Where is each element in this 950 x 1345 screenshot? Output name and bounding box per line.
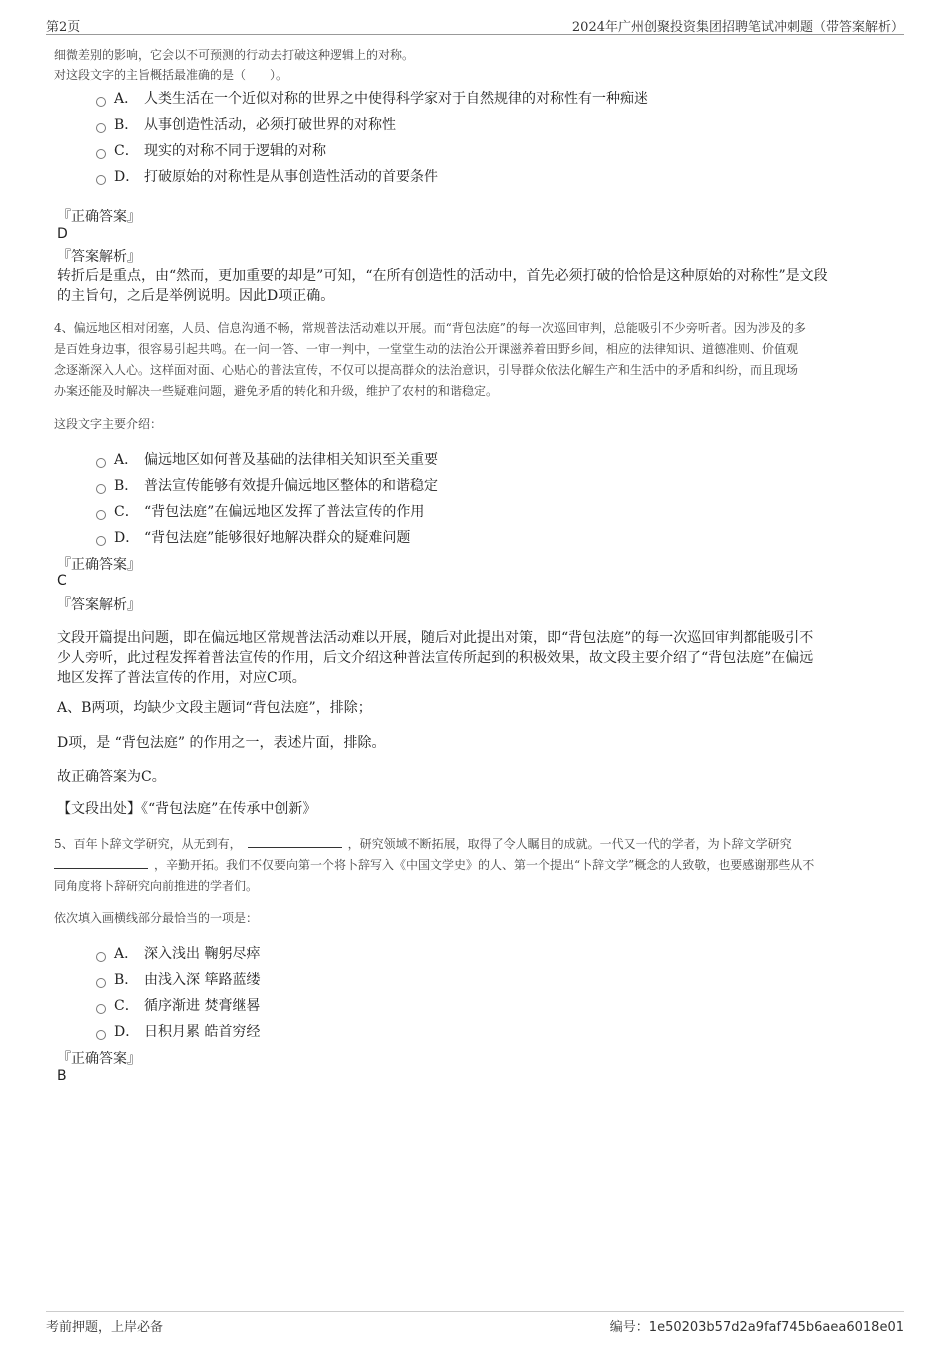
q4-conclusion: 故正确答案为C。 — [57, 769, 166, 785]
q4-option-d[interactable]: D． “背包法庭”能够很好地解决群众的疑难问题 — [96, 527, 410, 547]
fill-blank-2[interactable] — [54, 857, 148, 869]
q5-option-a[interactable]: A． 深入浅出 鞠躬尽瘁 — [96, 943, 260, 963]
q4-analysis-label: 『答案解析』 — [57, 597, 141, 613]
q4-answer-label: 『正确答案』 — [57, 557, 141, 573]
radio-icon[interactable] — [96, 1004, 106, 1014]
radio-icon[interactable] — [96, 175, 106, 185]
radio-icon[interactable] — [96, 1030, 106, 1040]
q3-option-b[interactable]: B． 从事创造性活动，必须打破世界的对称性 — [96, 114, 396, 134]
q3-option-d[interactable]: D． 打破原始的对称性是从事创造性活动的首要条件 — [96, 166, 438, 186]
q5-answer-label: 『正确答案』 — [57, 1051, 141, 1067]
q3-option-a[interactable]: A． 人类生活在一个近似对称的世界之中使得科学家对于自然规律的对称性有一种痴迷 — [96, 88, 648, 108]
q5-text-line: ，辛勤开拓。我们不仅要向第一个将卜辞写入《中国文学史》的人、第一个提出“卜辞文学”概念的人致敬，也要感谢那些从不 — [54, 856, 814, 873]
q3-analysis-line: 的主旨句，之后是举例说明。因此D项正确。 — [57, 288, 335, 304]
q4-option-a[interactable]: A． 偏远地区如何普及基础的法律相关知识至关重要 — [96, 449, 438, 469]
radio-icon[interactable] — [96, 149, 106, 159]
q3-analysis-line: 转折后是重点，由“然而，更加重要的却是”可知，“在所有创造性的活动中，首先必须打破的恰恰是这种原始的对称性”是文段 — [57, 268, 828, 284]
q3-analysis-label: 『答案解析』 — [57, 249, 141, 265]
document-title: 2024年广州创聚投资集团招聘笔试冲刺题（带答案解析） — [571, 20, 904, 35]
q4-option-c[interactable]: C． “背包法庭”在偏远地区发挥了普法宣传的作用 — [96, 501, 424, 521]
radio-icon[interactable] — [96, 458, 106, 468]
q5-option-d[interactable]: D． 日积月累 皓首穷经 — [96, 1021, 260, 1041]
q3-answer-label: 『正确答案』 — [57, 209, 141, 225]
q5-text-line: 同角度将卜辞研究向前推进的学者们。 — [54, 879, 259, 893]
q4-text-line: 念逐渐深入人心。这样面对面、心贴心的普法宣传，不仅可以提高群众的法治意识，引导群众依法化解生产和生活中的矛盾和纠纷，而且现场 — [54, 363, 799, 377]
q3-answer: D — [57, 226, 68, 242]
q5-option-c[interactable]: C． 循序渐进 焚膏继晷 — [96, 995, 260, 1015]
footer-slogan: 考前押题，上岸必备 — [46, 1320, 164, 1335]
q3-prompt: 对这段文字的主旨概括最准确的是（ ）。 — [54, 68, 289, 82]
q4-option-b[interactable]: B． 普法宣传能够有效提升偏远地区整体的和谐稳定 — [96, 475, 438, 495]
footer-code: 编号：1e50203b57d2a9faf745b6aea6018e01 — [609, 1320, 904, 1335]
q4-text-line: 是百姓身边事，很容易引起共鸣。在一问一答、一审一判中，一堂堂生动的法治公开课滋养着田野乡间，相应的法律知识、道德准则、价值观 — [54, 342, 799, 356]
q4-analysis-line: 文段开篇提出问题，即在偏远地区常规普法活动难以开展，随后对此提出对策，即“背包法庭”的每一次巡回审判都能吸引不 — [57, 630, 814, 646]
q5-prompt: 依次填入画横线部分最恰当的一项是： — [54, 911, 259, 925]
radio-icon[interactable] — [96, 510, 106, 520]
q5-answer: B — [57, 1068, 67, 1084]
q3-text-line: 细微差别的影响，它会以不可预测的行动去打破这种逻辑上的对称。 — [54, 48, 415, 62]
radio-icon[interactable] — [96, 952, 106, 962]
radio-icon[interactable] — [96, 123, 106, 133]
q5-text-line: 5、百年卜辞文学研究，从无到有， ，研究领域不断拓展，取得了令人瞩目的成就。一代又一代的学者，为卜辞文学研究 — [54, 837, 792, 851]
radio-icon[interactable] — [96, 484, 106, 494]
q4-prompt: 这段文字主要介绍： — [54, 417, 163, 431]
radio-icon[interactable] — [96, 978, 106, 988]
q4-note-ab: A、B两项，均缺少文段主题词“背包法庭”，排除； — [57, 700, 372, 716]
q4-text-line: 4、偏远地区相对闭塞，人员、信息沟通不畅，常规普法活动难以开展。而“背包法庭”的每一次巡回审判，总能吸引不少旁听者。因为涉及的多 — [54, 321, 806, 335]
q4-text-line: 办案还能及时解决一些疑难问题，避免矛盾的转化和升级，维护了农村的和谐稳定。 — [54, 384, 499, 398]
radio-icon[interactable] — [96, 97, 106, 107]
page-number: 第2页 — [46, 20, 81, 35]
q4-answer: C — [57, 573, 67, 589]
q4-note-d: D项，是 “背包法庭” 的作用之一，表述片面，排除。 — [57, 735, 386, 751]
q3-option-c[interactable]: C． 现实的对称不同于逻辑的对称 — [96, 140, 326, 160]
radio-icon[interactable] — [96, 536, 106, 546]
page-footer — [46, 1311, 904, 1336]
q4-analysis-line: 地区发挥了普法宣传的作用，对应C项。 — [57, 670, 306, 686]
fill-blank-1[interactable] — [248, 836, 342, 848]
q4-source: 【文段出处】《“背包法庭”在传承中创新》 — [57, 801, 317, 817]
q4-analysis-line: 少人旁听，此过程发挥着普法宣传的作用，后文介绍这种普法宣传所起到的积极效果，故文段主要介绍了“背包法庭”在偏远 — [57, 650, 814, 666]
q5-option-b[interactable]: B． 由浅入深 筚路蓝缕 — [96, 969, 260, 989]
page-header — [46, 14, 904, 35]
